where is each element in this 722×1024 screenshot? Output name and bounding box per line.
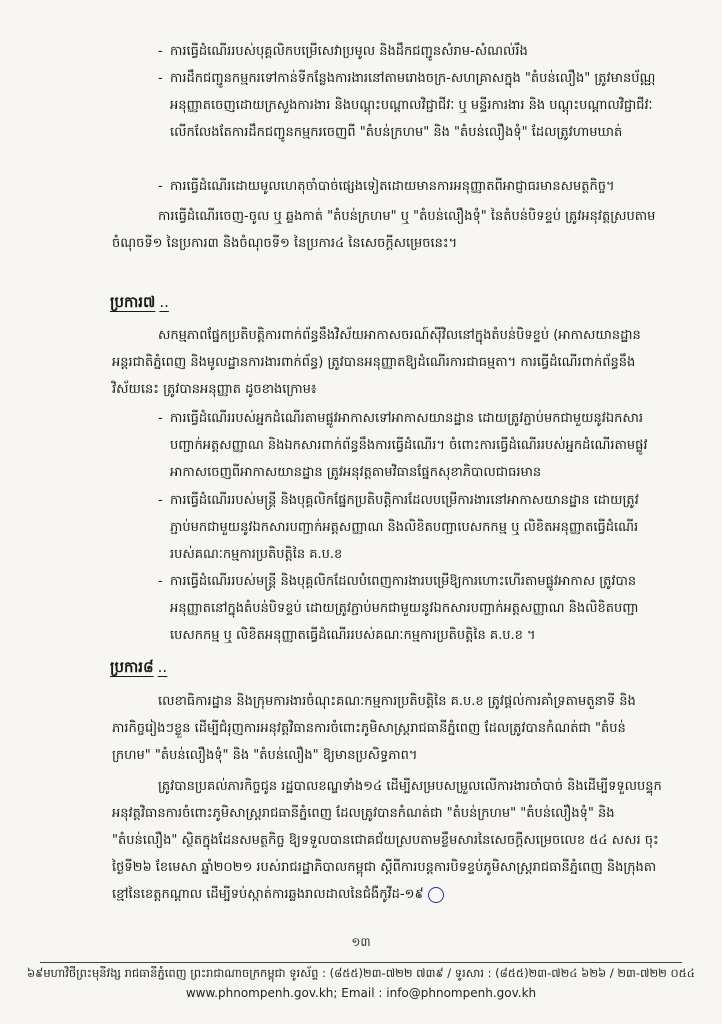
bullet-item: - ការធ្វើដំណើររបស់បុគ្គលិកបម្រើសេវាប្រមូល និងដឹកជញ្ជូនសំរាម-សំណល់រឹង [158, 44, 528, 59]
bullet-item: - ការធ្វើដំណើរដោយមូលហេតុចាំបាច់ផ្សេងទៀតដោយមានការអនុញ្ញាតពីអាជ្ញាធរមានសមត្ថកិច្ច។ [158, 179, 615, 194]
bullet-item: - ការធ្វើដំណើររបស់អ្នកដំណើរតាមផ្លូវអាកាសទៅអាកាសយានដ្ឋាន ដោយត្រូវភ្ជាប់មកជាមួយនូវឯកសារបញ្ជាក់អត្តសញ្ញាណ និងឯកសារពាក់ព័ន្ធនឹងការធ្វើដំណើរ។ ចំពោះការធ្វើដំណើររបស់អ្នកដំណើរតាមផ្លូវអាកាសចេញពីអាកាសយានដ្ឋាន ត្រូវអនុវត្តតាមវិធានផ្នែកសុខាភិបាលជាធរមាន [158, 411, 648, 480]
article-7-heading: ប្រការ៧ .. [110, 293, 169, 311]
footer-email-label: Email : [341, 986, 383, 1000]
footer-divider [40, 962, 682, 963]
footer-contact: www.phnompenh.gov.kh; Email : info@phnompenh.gov.kh [185, 986, 537, 1000]
paragraph-travel: ការធ្វើដំណើរចេញ-ចូល ឬ ឆ្លងកាត់ "តំបន់ក្រហម" ឬ "តំបន់លឿងទុំ" នៃតំបន់បិទខ្ទប់ ត្រូវអនុវត្តស្របតាមចំណុចទី១ នៃប្រការ៣ និងចំណុចទី១ នៃប្រការ៤ នៃសេចក្តីសម្រេចនេះ។ [112, 209, 656, 251]
footer-address: ៦៩មហាវិថីព្រះមុនីវង្ស រាជធានីភ្នំពេញ ព្រះរាជាណាចក្រកម្ពុជា ទូរស័ព្ទ : (៨៥៥)២៣-៧២២ ៧៣៩ / ទូរសារ : (៨៥៥)២៣-៧២៤ ៦២៦ / ២៣-៧២២ ០៥៤ [27, 966, 695, 980]
article-8-paragraph-2: ត្រូវបានប្រគល់ភារកិច្ចជូន រដ្ឋបាលខណ្ឌទាំង១៤ ដើម្បីសម្របសម្រួលលើការងារចាំបាច់ និងដើម្បីទទួលបន្ទុកអនុវត្តវិធានការចំពោះភូមិសាស្ត្ររាជធានីភ្នំពេញ ដែលត្រូវបានកំណត់ជា "តំបន់ក្រហម" "តំបន់លឿងទុំ" និង "តំបន់លឿង" ស្ថិតក្នុងដែនសមត្ថកិច្ច ឱ្យទទួលបានជោគជ័យស្របតាមខ្លឹមសារនៃសេចក្តីសម្រេចលេខ ៥៤ សសរ ចុះថ្ងៃទី២៦ ខែមេសា ឆ្នាំ២០២១ របស់រាជរដ្ឋាភិបាលកម្ពុជា ស្តីពីការបន្តការបិទខ្ទប់ភូមិសាស្ត្ររាជធានីភ្នំពេញ និងក្រុងតាខ្មៅនៃខេត្តកណ្តាល ដើម្បីទប់ស្កាត់ការឆ្លងរាលដាលនៃជំងឺកូវីដ-១៩ [112, 779, 662, 902]
article-8-paragraph-1: លេខាធិការដ្ឋាន និងក្រុមការងារចំណុះគណៈកម្មការប្រតិបត្តិនៃ គ.ប.ខ ត្រូវផ្តល់ការគាំទ្រតាមតួនាទី និងភារកិច្ចរៀងៗខ្លួន ដើម្បីជំរុញការអនុវត្តវិធានការចំពោះភូមិសាស្ត្ររាជធានីភ្នំពេញ ដែលត្រូវបានកំណត់ជា "តំបន់ក្រហម" "តំបន់លឿងទុំ" និង "តំបន់លឿង" ឱ្យមានប្រសិទ្ធភាព។ [112, 694, 636, 763]
footer-email[interactable]: info@phnompenh.gov.kh [386, 986, 537, 1000]
bullet-item: - ការធ្វើដំណើររបស់មន្ត្រី និងបុគ្គលិកដែលបំពេញការងារបម្រើឱ្យការហោះហើរតាមផ្លូវអាកាស ត្រូវបានអនុញ្ញាតនៅក្នុងតំបន់បិទខ្ទប់ ដោយត្រូវភ្ជាប់មកជាមួយនូវឯកសារបញ្ជាក់អត្តសញ្ញាណ និងលិខិតបញ្ជាបេសកកម្ម ឬ លិខិតអនុញ្ញាតធ្វើដំណើររបស់គណៈកម្មការប្រតិបត្តិនៃ គ.ប.ខ ។ [158, 574, 639, 643]
bullet-item: - ការដឹកជញ្ជូនកម្មករទៅកាន់ទីកន្លែងការងារនៅតាមរោងចក្រ-សហគ្រាសក្នុង "តំបន់លឿង" ត្រូវមានប័ណ្ណអនុញ្ញាតចេញដោយក្រសួងការងារ និងបណ្តុះបណ្តាលវិជ្ជាជីវៈ ឬ មន្ទីរការងារ និង បណ្តុះបណ្តាលវិជ្ជាជីវៈ លើកលែងតែការដឹកជញ្ជូនកម្មករចេញពី "តំបន់ក្រហម" និង "តំបន់លឿងទុំ" ដែលត្រូវហាមឃាត់ [158, 71, 656, 140]
article-8-heading: ប្រការ៨ .. [110, 658, 168, 676]
article-7-intro: សកម្មភាពផ្នែកប្រតិបត្តិការពាក់ព័ន្ធនឹងវិស័យអាកាសចរណ៍ស៊ីវិលនៅក្នុងតំបន់បិទខ្ទប់ (អាកាសយានដ្ឋានអន្តរជាតិភ្នំពេញ និងមូលដ្ឋានការងារពាក់ព័ន្ធ) ត្រូវបានអនុញ្ញាតឱ្យដំណើរការជាធម្មតា។ ការធ្វើដំណើរពាក់ព័ន្ធនឹងវិស័យនេះ ត្រូវបានអនុញ្ញាត ដូចខាងក្រោម៖ [112, 328, 641, 397]
bullet-item: - ការធ្វើដំណើររបស់មន្ត្រី និងបុគ្គលិកផ្នែកប្រតិបត្តិការដែលបម្រើការងារនៅអាកាសយានដ្ឋាន ដោយត្រូវភ្ជាប់មកជាមួយនូវឯកសារបញ្ជាក់អត្តសញ្ញាណ និងលិខិតបញ្ជាបេសកកម្ម ឬ លិខិតអនុញ្ញាតធ្វើដំណើររបស់គណៈកម្មការប្រតិបត្តិនៃ គ.ប.ខ [158, 493, 639, 562]
footer-website[interactable]: www.phnompenh.gov.kh [185, 986, 334, 1000]
page-number: ១៣ [351, 935, 371, 949]
initial-seal-icon [428, 887, 444, 903]
